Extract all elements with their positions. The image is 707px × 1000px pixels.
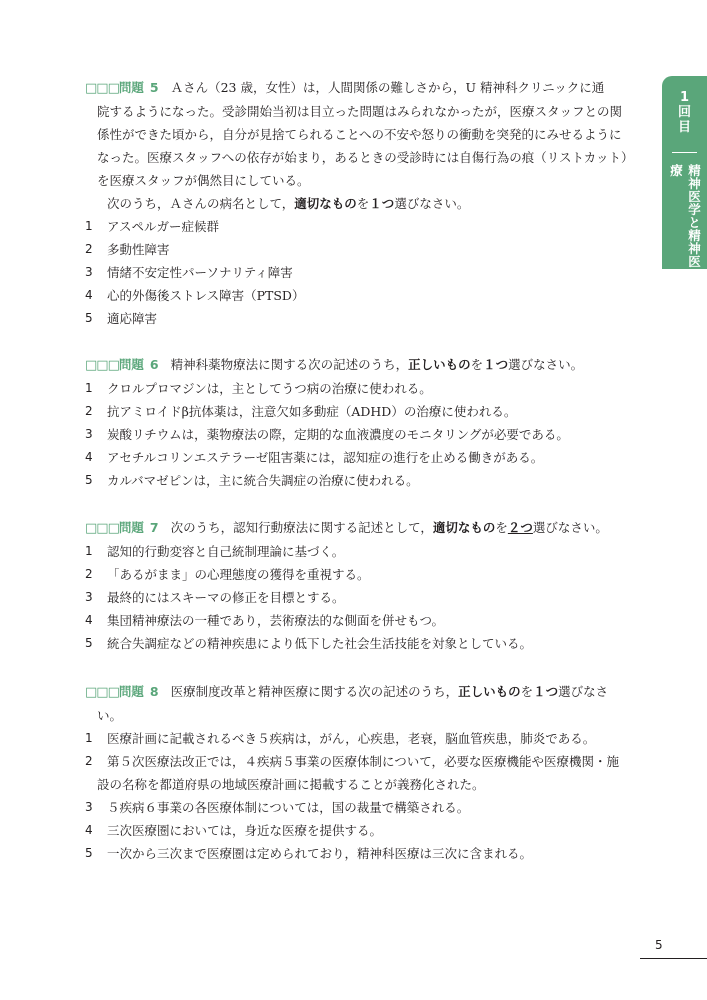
question-number: 5 (149, 80, 159, 95)
option-list (85, 215, 630, 330)
option-list (85, 377, 630, 492)
option-item[interactable]: 5 統合失調症などの精神疾患により低下した社会生活技能を対象としている。 (85, 636, 533, 651)
question-7 (85, 516, 630, 655)
question-number: 8 (149, 684, 159, 699)
tab-subject: 精神医学と精神医療 (668, 164, 702, 268)
question-prompt: 次のうち，Ａさんの病名として，適切なものを１つ選びなさい。 (107, 196, 470, 211)
option-item[interactable]: 1 アスペルガー症候群 (85, 219, 220, 234)
question-5 (85, 76, 634, 330)
tab-divider (672, 152, 697, 153)
page-number-rule (640, 958, 707, 959)
option-list (85, 727, 630, 865)
question-6 (85, 353, 630, 492)
option-item[interactable]: 4 心的外傷後ストレス障害（PTSD） (85, 288, 305, 303)
option-item[interactable]: 2 抗アミロイドβ抗体薬は，注意欠如多動症（ADHD）の治療に使われる。 (85, 404, 517, 419)
question-number: 6 (149, 357, 159, 372)
tab-round-label: 1 回 目 (677, 90, 691, 135)
option-item[interactable]: 3 最終的にはスキーマの修正を目標とする。 (85, 590, 345, 605)
question-number: 7 (149, 520, 159, 535)
option-item[interactable]: 5 カルバマゼピンは，主に統合失調症の治療に使われる。 (85, 473, 419, 488)
option-item[interactable]: 4 アセチルコリンエステラーゼ阻害薬には，認知症の進行を止める働きがある。 (85, 450, 544, 465)
option-item[interactable]: 5 適応障害 (85, 311, 158, 326)
question-stem: □□□問題 8 医療制度改革と精神医療に関する次の記述のうち，正しいものを１つ選びなさ い。 (85, 684, 609, 723)
page-number: 5 (655, 938, 663, 952)
option-item[interactable]: 3 情緒不安定性パーソナリティ障害 (85, 265, 293, 280)
checkbox-icons[interactable]: □□□ (85, 358, 119, 373)
question-stem: □□□問題 5 Ａさん（23 歳，女性）は，人間関係の難しさから，U 精神科クリニックに通 院するようになった。受診開始当初は目立った問題はみられなかったが，医療スタッフとの関 係性ができた頃から，自分が見捨てられることへの不安や怒りの衝動を突発的にみせるように なった。医療スタッフへの依存が始まり，あるときの受診時には自傷行為の痕（リストカット） を医療スタッフが偶然目にしている。 次のうち，Ａさんの病名として，適切なものを１つ選びなさい。 (85, 76, 630, 215)
option-item[interactable]: 1 医療計画に記載されるべき５疾病は，がん，心疾患，老衰，脳血管疾患，肺炎である。 (85, 731, 596, 746)
option-item[interactable]: 3 炭酸リチウムは，薬物療法の際，定期的な血液濃度のモニタリングが必要である。 (85, 427, 569, 442)
option-item[interactable]: 1 認知的行動変容と自己統制理論に基づく。 (85, 544, 345, 559)
checkbox-icons[interactable]: □□□ (85, 81, 119, 96)
option-list (85, 540, 630, 655)
checkbox-icons[interactable]: □□□ (85, 521, 119, 536)
chapter-tab (662, 76, 707, 269)
option-item[interactable]: 2 第５次医療法改正では，４疾病５事業の医療体制について，必要な医療機能や医療機関・施 設の名称を都道府県の地域医療計画に掲載することが義務化された。 (85, 754, 620, 792)
option-item[interactable]: 3 ５疾病６事業の各医療体制については，国の裁量で構築される。 (85, 800, 470, 815)
option-item[interactable]: 2 多動性障害 (85, 242, 170, 257)
checkbox-icons[interactable]: □□□ (85, 685, 119, 700)
question-stem: □□□問題 6 精神科薬物療法に関する次の記述のうち，正しいものを１つ選びなさい。 (85, 357, 584, 373)
option-item[interactable]: 5 一次から三次まで医療圏は定められており，精神科医療は三次に含まれる。 (85, 846, 533, 861)
option-item[interactable]: 1 クロルプロマジンは，主としてうつ病の治療に使われる。 (85, 381, 432, 396)
question-8 (85, 680, 630, 865)
option-item[interactable]: 4 三次医療圏においては，身近な医療を提供する。 (85, 823, 383, 838)
option-item[interactable]: 4 集団精神療法の一種であり，芸術療法的な側面を併せもつ。 (85, 613, 445, 628)
question-stem: □□□問題 7 次のうち，認知行動療法に関する記述として，適切なものを２つ選びなさい。 (85, 520, 608, 536)
option-item[interactable]: 2 「あるがまま」の心理態度の獲得を重視する。 (85, 567, 370, 582)
